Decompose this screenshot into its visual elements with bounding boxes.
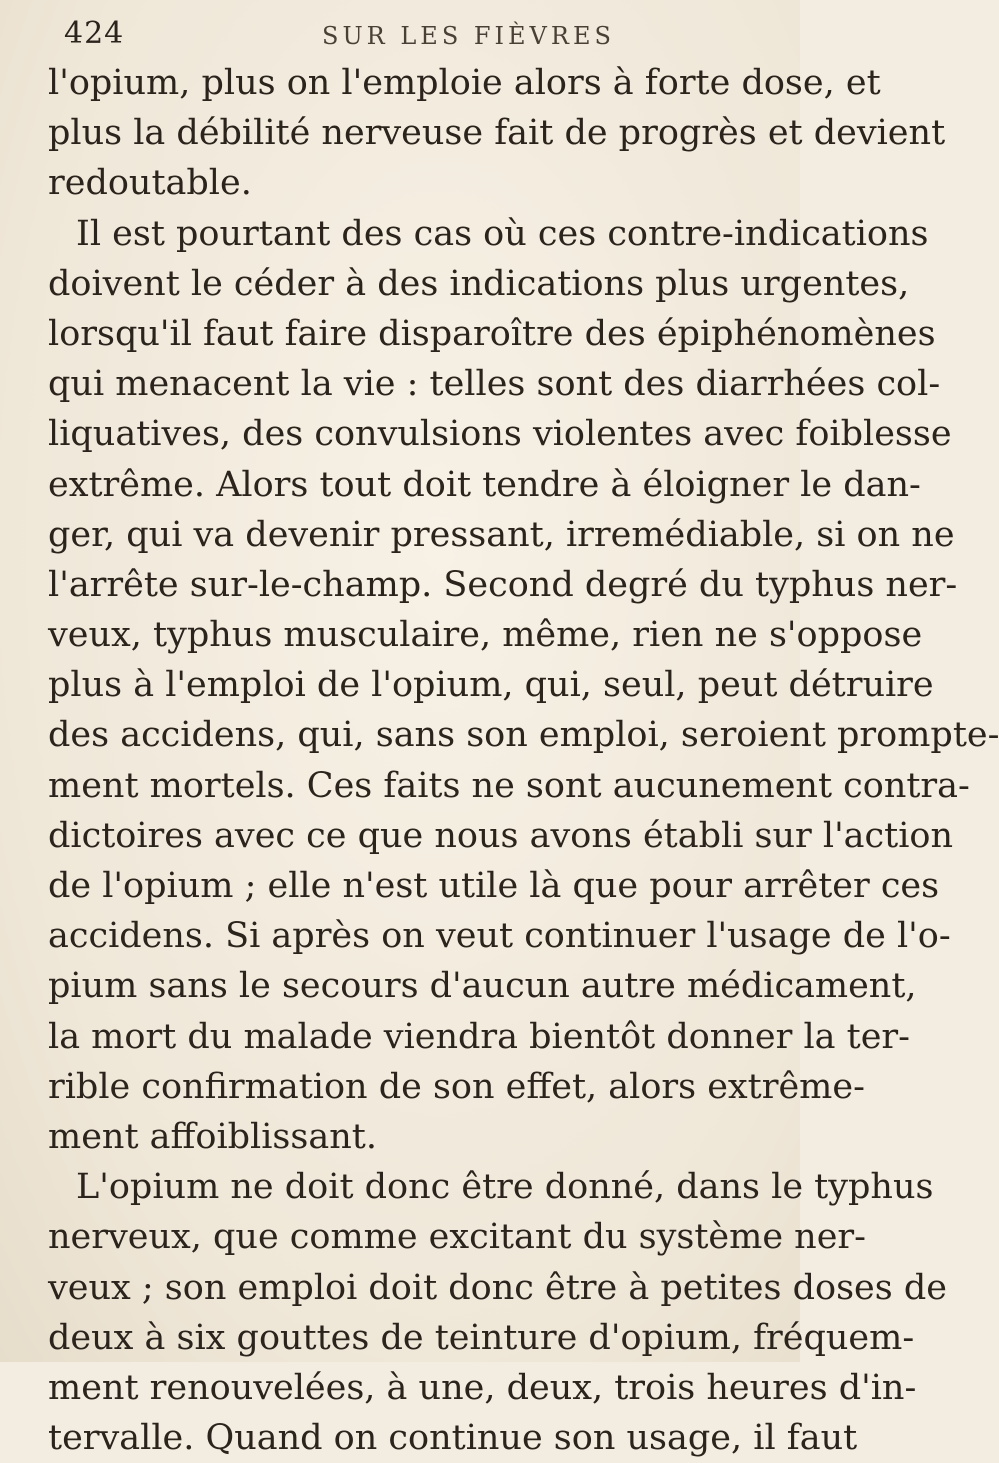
text-line: redoutable. xyxy=(48,163,252,204)
text-line: ment affoiblissant. xyxy=(48,1116,377,1157)
text-line: ger, qui va devenir pressant, irremédiable, si on ne xyxy=(48,514,955,555)
text-line: plus la débilité nerveuse fait de progrès et devient xyxy=(48,113,946,154)
text-line: nerveux, que comme excitant du système ner- xyxy=(48,1217,866,1258)
text-line: plus à l'emploi de l'opium, qui, seul, peut détruire xyxy=(48,665,934,706)
text-line: de l'opium ; elle n'est utile là que pour arrêter ces xyxy=(48,866,940,906)
text-line: tervalle. Quand on continue son usage, il faut xyxy=(48,1418,858,1459)
text-line: la mort du malade viendra bientôt donner la ter- xyxy=(48,1016,910,1057)
page-header xyxy=(46,14,746,54)
text-line: des accidens, qui, sans son emploi, seroient prompte- xyxy=(48,715,999,756)
text-line: l'arrête sur-le-champ. Second degré du typhus ner- xyxy=(48,564,958,605)
body-text xyxy=(48,58,999,1463)
text-line: deux à six gouttes de teinture d'opium, fréquem- xyxy=(48,1317,915,1358)
text-line: pium sans le secours d'aucun autre médicament, xyxy=(48,966,917,1007)
text-line: dictoires avec ce que nous avons établi sur l'action xyxy=(48,815,954,856)
text-line: L'opium ne doit donc être donné, dans le typhus xyxy=(76,1167,934,1208)
text-line: qui menacent la vie : telles sont des diarrhées col- xyxy=(48,364,941,405)
text-line: rible confirmation de son effet, alors extrême- xyxy=(48,1066,865,1107)
page-number: 424 xyxy=(64,16,125,51)
text-line: Il est pourtant des cas où ces contre-indications xyxy=(76,213,929,254)
text-line: lorsqu'il faut faire disparoître des épiphénomènes xyxy=(48,313,936,354)
running-head: SUR LES FIÈVRES xyxy=(322,22,615,50)
text-line: veux, typhus musculaire, même, rien ne s'oppose xyxy=(48,615,923,656)
text-line: ment renouvelées, à une, deux, trois heures d'in- xyxy=(48,1367,917,1408)
text-line: veux ; son emploi doit donc être à petites doses de xyxy=(48,1267,947,1308)
text-line: extrême. Alors tout doit tendre à éloigner le dan- xyxy=(48,464,921,505)
text-line: ment mortels. Ces faits ne sont aucunement contra- xyxy=(48,765,970,806)
text-line: liquatives, des convulsions violentes avec foiblesse xyxy=(48,414,952,455)
text-line: doivent le céder à des indications plus urgentes, xyxy=(48,263,910,304)
text-line: accidens. Si après on veut continuer l'usage de l'o- xyxy=(48,916,951,957)
text-line: l'opium, plus on l'emploie alors à forte dose, et xyxy=(48,63,881,103)
